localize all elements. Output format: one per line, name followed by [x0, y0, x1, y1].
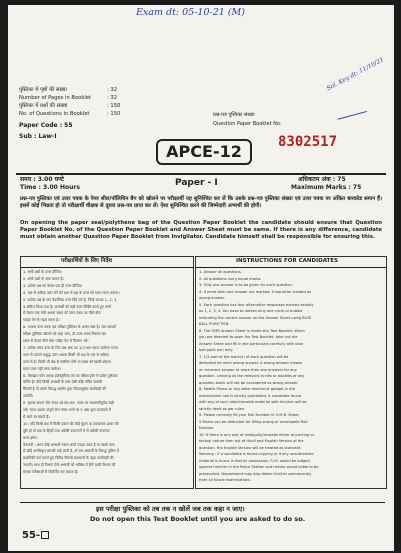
instruction-line: question. Leaving all the relevant circles or bubbles of any [199, 374, 305, 378]
instruction-line: with any of such objectionable material with him/her will be [199, 400, 307, 404]
instruction-line: ball point pen only. [199, 348, 234, 352]
max-marks-hi: अधिकतम अंक : 75 [298, 176, 346, 183]
instruction-line: 2. All questions carry equal marks. [199, 276, 262, 281]
instruction-line: question, the English Version will be treated as standard. [199, 445, 302, 450]
instruction-line: 2. सभी प्रश्नों के अंक समान हैं। [23, 276, 64, 281]
instruction-line: 7. प्रत्येक गलत उत्तर के लिए प्रश्न अंक का 1/3 भाग काटा जायेगा। गलत [23, 345, 118, 350]
instruction-line: you are directed to open the Test Booklet, take out the [199, 335, 298, 339]
instructions-english-title: INSTRUCTIONS FOR CANDIDATES [236, 258, 339, 264]
instruction-line: Answer Sheet and fill in the particulars carefully with blue [199, 341, 304, 346]
paper-title: Paper - I [175, 178, 218, 188]
instruction-line: चेतावनी : अगर कोई अभ्यर्थी नकल करते पकड़ा जाता है या उसके पास [23, 442, 115, 447]
instruction-line: an incorrect answer or more than one answers for any [199, 367, 297, 372]
handwritten-signature [335, 101, 367, 119]
max-marks-en: Maximum Marks : 75 [291, 184, 362, 191]
instruction-line: Warning : If a candidate is found copying or if any unauthorized [199, 452, 314, 456]
instruction-line: as 1, 2, 3, 4. You have to darken only one circle or bubble [199, 309, 303, 313]
instruction-line: 4 अंकित किया गया है। अभ्यर्थी को सही उत्तर निर्दिष्ट करते हुए उनमें [23, 304, 112, 309]
instruction-line: 8. मोबाइल फोन अथवा इलेक्ट्रॉनिक यंत्र का परीक्षा हॉल में प्रयोग पूर्णतया [23, 373, 118, 378]
instruction-line: जायेगी। [23, 394, 33, 399]
instruction-line: प्वाइंट पेन से गहरा करना है। [23, 318, 60, 323]
notice-hindi: प्रश्न-पत्र पुस्तिका एवं उत्तर पत्रक के पेपर सील/पॉलिथिन बैग को खोलने पर परीक्षार्थी यह सुनिश्चित कर लें कि उसके प्रश्न-पत्र पुस्तिका संख्या एवं उत्तर पत्रक पर अंकित बारकोड समान हैं। इसमें कोई भिन्नता हो तो परीक्षार्थी वीक्षक से दूसरा प्रश्न-पत्र प्राप्त कर लें। ऐसा सुनिश्चित करने की जिम्मेदारी अभ्यर्थी की होगी। [20, 196, 382, 210]
instruction-line: against him/her in the Police Station and he/she would liable to be [199, 465, 319, 469]
hindi-title-rule [20, 267, 194, 268]
instruction-line: गलत उत्तर नहीं माना जायेगा। [23, 366, 61, 371]
handwritten-sol-key: Sol. Key dt: 11/10/21 [325, 56, 386, 93]
instruction-line: material is found in his/her possession, F.I.R. would be lodged [199, 458, 310, 463]
handwritten-exam-date: Exam dt: 05-10-21 (M) [136, 7, 245, 18]
instruction-line: 10. यदि किसी प्रश्न में किसी प्रकार की कोई मुद्रण या तथ्यात्मक प्रकार की [23, 421, 119, 426]
instruction-line: 6. The OMR Answer Sheet is inside this Test Booklet. When [199, 328, 305, 333]
meta-subject: Sub : Law-I [19, 133, 57, 140]
booklet-no-label-hi: प्रश्न-पत्र पुस्तिका संख्या [213, 112, 255, 118]
instruction-line: 5 Marks can be deducted for filling wrong or incomplete Roll [199, 419, 308, 424]
instruction-line: समस्त परीक्षाओं से विवर्जित कर सकता है। [23, 470, 79, 475]
meta-paper-code: Paper Code : 55 [19, 122, 73, 129]
booklet-no-label-en: Question Paper Booklet No. [213, 121, 282, 127]
meta-questions-en: No. of Questions in Booklet : 150 [19, 111, 121, 117]
divider [16, 173, 386, 175]
instruction-line: परीक्षा पुस्तिका खोलने को कहा जाए, तो उत्तर-पत्रक निकाल कर [23, 332, 106, 337]
footer-rule [20, 502, 385, 503]
instruction-line: Number. [199, 426, 215, 430]
instruction-line: मान्य होगा। [23, 435, 38, 440]
instruction-line: उत्तर से तात्पर्य अशुद्ध उत्तर अथवा किसी भी प्रश्न के एक से अधिक [23, 352, 109, 357]
instruction-line: ध्यान से केवल नीले बॉल प्वॉइंट पेन से विवरण भरें। [23, 339, 89, 343]
instruction-line: से केवल एक गोले अथवा बबल को उत्तर पत्रक पर नीले बॉल [23, 311, 101, 316]
instruction-line: 5. प्रत्येक प्रश्न के चार वैकल्पिक उत्तर दिये गये हैं, जिन्हें क्रमशः 1, 2, 3, [23, 297, 118, 302]
instructions-hindi-title: परीक्षार्थियों के लिए निर्देश [61, 258, 113, 264]
instruction-line: factual nature then out of Hindi and English Version of the [199, 439, 304, 443]
instruction-line: 4. एक से अधिक उत्तर देने की दशा में प्रश्न के उत्तर को गलत माना जाएगा। [23, 290, 120, 295]
time-hi: समय : 3.00 घण्टे [20, 176, 64, 183]
instruction-line: 5. Each question has four alternative responses marked serially [199, 302, 314, 307]
instruction-line: 1. Answer all questions. [199, 270, 242, 274]
instruction-line: 10. If there is any sort of ambiguity/mistake either of printing or [199, 432, 315, 437]
instruction-line: 3. Only one answer is to be given for each question. [199, 283, 293, 287]
meta-questions-hi: पुस्तिका में प्रश्नों की संख्या : 150 [19, 103, 121, 109]
instruction-line: 9. Please correctly fill your Roll Number in O.M.R. Sheet. [199, 413, 300, 417]
instruction-line: prosecuted. Department may also debar him/her permanently [199, 471, 312, 476]
meta-pages-en: Number of Pages in Booklet : 32 [19, 95, 117, 101]
exam-code: APCE-12 [156, 139, 252, 165]
instruction-line: जाएगी। साथ ही विभाग ऐसे अभ्यर्थी को भविष्य में होने वाली विभाग की [23, 463, 116, 468]
instruction-line: question blank will not be considered as wrong answer. [199, 380, 299, 385]
instruction-line: from all future examinations. [199, 478, 252, 482]
english-title-rule [195, 267, 387, 268]
notice-english: On opening the paper seal/polythene bag of the Question Paper Booklet the candidate should ensure that Question Paper Booklet No. of the Question Paper Booklet and Answer Sheet must be same. If there is any difference, candidate must obtain another Question Paper Booklet from Invigilator. Candidate himself shall be responsible for ensuring this. [20, 220, 382, 241]
instruction-line: examination hall is strictly prohibited. A candidate found [199, 393, 302, 398]
instruction-line: 3. प्रत्येक प्रश्न का केवल एक ही उत्तर दीजिए। [23, 283, 83, 288]
footer-hindi: इस परीक्षा पुस्तिका को तब तक न खोलें जब तक कहा न जाए। [96, 505, 245, 513]
page-code-box-icon [41, 531, 49, 539]
instruction-line: 8. Mobile Phone or any other electronic gadget in the [199, 387, 295, 391]
page-code: 55- [22, 531, 49, 541]
instruction-line: indicating the correct answer on the Answer Sheet using BLUE [199, 315, 312, 320]
instruction-line: 1. सभी प्रश्नों के उत्तर दीजिए। [23, 270, 63, 274]
instruction-line: 7. 1/3 part of the mark(s) of each question will be [199, 354, 289, 359]
instruction-line: deducted for each wrong answer. A wrong answer means [199, 361, 303, 365]
instruction-line: 4. If more than one answer are marked, it would be treated as [199, 289, 311, 294]
instruction-line: प्राथमिकी दर्ज कराते हुए विविध नियमों-प्रावधानों के तहत कार्यवाही की [23, 456, 114, 461]
instruction-line: उत्तर से है। किसी भी प्रश्न से संबंधित गोले या बबल को खाली छोड़ना [23, 359, 111, 364]
instruction-line: BALL POINT PEN. [199, 322, 230, 326]
instruction-line: मिलती है तो उसके विरुद्ध आयोग द्वारा नियमानुसार कार्यवाही की [23, 387, 107, 392]
instruction-line: 9. कृपया अपना रोल नम्बर ओ.एम.आर. पत्रक पर सावधानीपूर्वक सही [23, 401, 114, 406]
time-en: Time : 3.00 Hours [20, 184, 80, 191]
meta-pages-hi: पुस्तिका में पृष्ठों की संख्या : 32 [19, 87, 117, 93]
instruction-line: wrong answer. [199, 296, 226, 300]
question-booklet-cover [8, 5, 394, 551]
booklet-number: 8302517 [278, 134, 338, 150]
footer-english: Do not open this Test Booklet until you are asked to do so. [90, 515, 306, 523]
instruction-line: त्रुटि हो तो प्रश्न के हिन्दी तथा अंग्रेजी रूपान्तरों में से अंग्रेजी रूपान्तर [23, 428, 110, 433]
instruction-line: से काटे जा सकते हैं। [23, 414, 50, 419]
instruction-line: 6. OMR उत्तर पत्रक इस परीक्षा पुस्तिका के अन्दर रखा है। जब आपको [23, 325, 117, 330]
instruction-line: वर्जित है। यदि किसी अभ्यर्थी के पास ऐसी कोई वर्जित सामग्री [23, 380, 102, 385]
instruction-line: से कोई अनधिकृत सामग्री पाई जाती है, तो उस अभ्यर्थी के विरुद्ध पुलिस में [23, 449, 119, 454]
instruction-line: भरें। गलत अथवा अपूर्ण रोल नम्बर भरने पर 5 अंक कुल प्राप्तांकों में [23, 408, 111, 412]
instruction-line: strictly dealt as per rules. [199, 406, 245, 411]
